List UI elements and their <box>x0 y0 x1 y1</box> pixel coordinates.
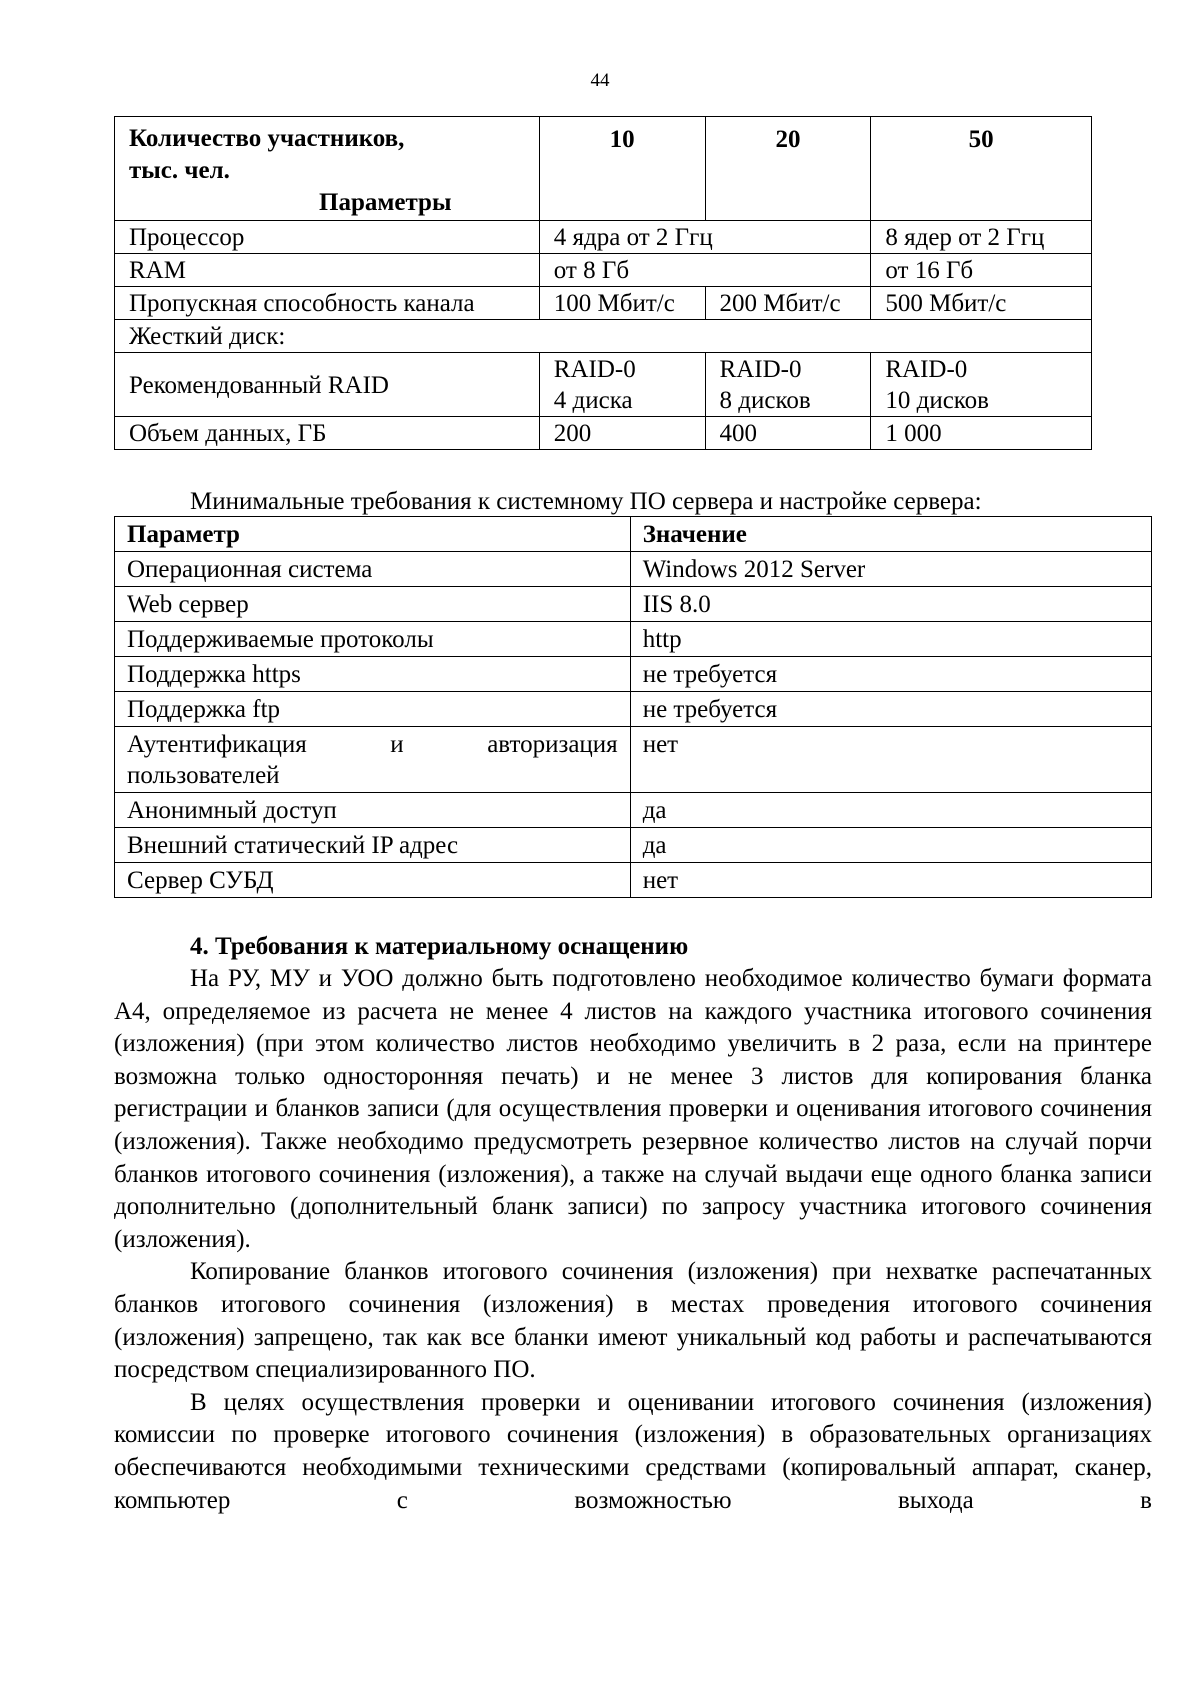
table-row <box>115 417 1092 450</box>
row-label-disk: Жесткий диск: <box>115 320 1092 353</box>
header-participants-unit: тыс. чел. <box>129 157 230 184</box>
volume-value-50: 1 000 <box>871 417 1092 450</box>
ram-value-10-20: от 8 Гб <box>539 254 871 287</box>
header-col-50: 50 <box>871 117 1092 221</box>
table-row <box>115 287 1092 320</box>
table-row <box>115 552 1152 587</box>
raid-type: RAID-0 <box>719 356 802 383</box>
cpu-value-50: 8 ядер от 2 Ггц <box>871 221 1092 254</box>
raid-value-20 <box>705 353 871 417</box>
header-col-10: 10 <box>539 117 705 221</box>
param-cell: Поддержка https <box>115 657 631 692</box>
row-label-cpu: Процессор <box>115 221 540 254</box>
value-cell: да <box>630 793 1151 828</box>
value-cell: не требуется <box>630 657 1151 692</box>
param-cell: Операционная система <box>115 552 631 587</box>
table-row <box>115 727 1152 793</box>
header-participants-label: Количество участников, <box>129 125 405 152</box>
param-cell: Анонимный доступ <box>115 793 631 828</box>
software-requirements-table <box>114 516 1152 898</box>
value-cell: не требуется <box>630 692 1151 727</box>
page-number: 44 <box>590 70 610 91</box>
header-corner-cell <box>115 117 540 221</box>
paragraph: В целях осуществления проверки и оценивании итогового сочинения (изложения) комиссии по проверке итогового сочинения (изложения) в образовательных организациях обеспечиваются необходимыми техническими средствами (копировальный аппарат, сканер, компьютер с возможностью выхода в <box>114 1388 1152 1514</box>
table-header-row <box>115 517 1152 552</box>
param-cell: Поддерживаемые протоколы <box>115 622 631 657</box>
table-header-row <box>115 117 1092 221</box>
value-cell: IIS 8.0 <box>630 587 1151 622</box>
value-cell: нет <box>630 863 1151 898</box>
table-row <box>115 863 1152 898</box>
section-heading: 4. Требования к материальному оснащению <box>190 933 689 960</box>
row-label-volume: Объем данных, ГБ <box>115 417 540 450</box>
row-label-bandwidth: Пропускная способность канала <box>115 287 540 320</box>
raid-type: RAID-0 <box>885 356 968 383</box>
software-table-caption: Минимальные требования к системному ПО сервера и настройке сервера: <box>190 488 982 515</box>
volume-value-10: 200 <box>539 417 705 450</box>
header-param: Параметр <box>115 517 631 552</box>
param-cell: Внешний статический IP адрес <box>115 828 631 863</box>
table-row <box>115 692 1152 727</box>
cpu-value-10-20: 4 ядра от 2 Ггц <box>539 221 871 254</box>
table-row <box>115 254 1092 287</box>
value-cell: нет <box>630 727 1151 793</box>
param-word: Аутентификация <box>127 731 307 758</box>
raid-type: RAID-0 <box>553 356 636 383</box>
param-cell: Web сервер <box>115 587 631 622</box>
value-cell: Windows 2012 Server <box>630 552 1151 587</box>
param-line-justified <box>127 729 618 760</box>
bandwidth-value-50: 500 Мбит/с <box>871 287 1092 320</box>
table-row <box>115 622 1152 657</box>
param-word: авторизация <box>487 731 618 758</box>
row-label-raid: Рекомендованный RAID <box>115 353 540 417</box>
param-cell: Поддержка ftp <box>115 692 631 727</box>
table-row <box>115 657 1152 692</box>
table-row <box>115 221 1092 254</box>
param-cell: Сервер СУБД <box>115 863 631 898</box>
section-body <box>114 963 1152 1517</box>
table-row <box>115 320 1092 353</box>
hardware-requirements-table <box>114 116 1092 450</box>
value-cell: http <box>630 622 1151 657</box>
paragraph: На РУ, МУ и УОО должно быть подготовлено необходимое количество бумаги формата А4, определяемое из расчета не менее 4 листов на каждого участника итогового сочинения (изложения) (при этом количество листов необходимо увеличить в 2 раза, если на принтере возможна только односторонняя печать) и не менее 3 листов для копирования бланка регистрации и бланков записи (для осуществления проверки и оценивания итогового сочинения (изложения). Также необходимо предусмотреть резервное количество листов на случай порчи бланков итогового сочинения (изложения), а также на случай выдачи еще одного бланка записи дополнительно (дополнительный бланк записи) по запросу участника итогового сочинения (изложения). <box>114 965 1152 1253</box>
bandwidth-value-20: 200 Мбит/с <box>705 287 871 320</box>
table-row <box>115 793 1152 828</box>
header-parameters-label: Параметры <box>319 189 452 216</box>
raid-disks: 8 дисков <box>719 387 811 414</box>
raid-value-10 <box>539 353 705 417</box>
header-col-20: 20 <box>705 117 871 221</box>
param-cell <box>115 727 631 793</box>
param-word: и <box>390 731 404 758</box>
value-cell: да <box>630 828 1151 863</box>
header-value: Значение <box>630 517 1151 552</box>
volume-value-20: 400 <box>705 417 871 450</box>
param-line-2: пользователей <box>127 762 280 789</box>
table-row <box>115 587 1152 622</box>
paragraph: Копирование бланков итогового сочинения (изложения) при нехватке распечатанных бланков итогового сочинения (изложения) в местах проведения итогового сочинения (изложения) запрещено, так как все бланки имеют уникальный код работы и распечатываются посредством специализированного ПО. <box>114 1258 1152 1384</box>
table-row <box>115 828 1152 863</box>
raid-disks: 10 дисков <box>885 387 989 414</box>
row-label-ram: RAM <box>115 254 540 287</box>
ram-value-50: от 16 Гб <box>871 254 1092 287</box>
raid-value-50 <box>871 353 1092 417</box>
table-row <box>115 353 1092 417</box>
bandwidth-value-10: 100 Мбит/с <box>539 287 705 320</box>
raid-disks: 4 диска <box>553 387 633 414</box>
